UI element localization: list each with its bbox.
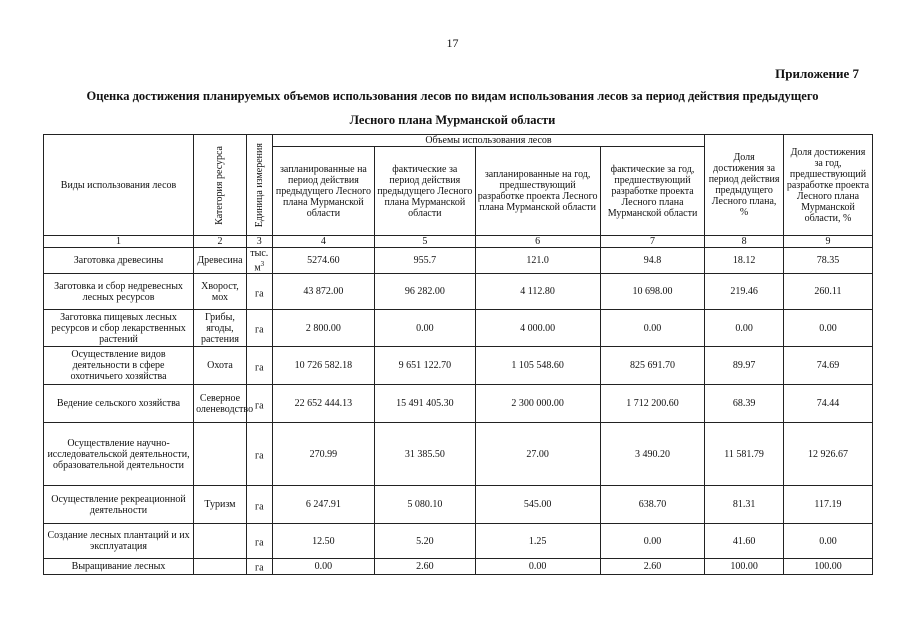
row-share-year: 78.35 — [783, 248, 872, 274]
header-unit: Единица измерения — [246, 135, 272, 236]
unit-text: га — [254, 500, 264, 512]
row-plan-period: 10 726 582.18 — [272, 347, 374, 385]
row-plan-year: 4 000.00 — [475, 310, 600, 347]
row-fact-year: 10 698.00 — [600, 274, 705, 310]
row-resource-category: Древесина — [194, 248, 247, 274]
row-plan-period: 270.99 — [272, 423, 374, 486]
row-share-period: 0.00 — [705, 310, 784, 347]
unit-text: га — [254, 537, 264, 549]
column-number: 9 — [783, 236, 872, 248]
row-plan-year: 0.00 — [475, 559, 600, 574]
column-number: 6 — [475, 236, 600, 248]
table-row — [44, 385, 873, 423]
row-plan-period: 43 872.00 — [272, 274, 374, 310]
row-share-period: 11 581.79 — [705, 423, 784, 486]
column-number: 2 — [194, 236, 247, 248]
unit-text: га — [254, 324, 264, 336]
row-usage-type: Осуществление рекреационной деятельности — [44, 486, 194, 524]
row-share-period: 68.39 — [705, 385, 784, 423]
row-fact-period: 2.60 — [375, 559, 475, 574]
header-plan-year: запланированные на год, предшествующий разработке проекта Лесного плана Мурманской области — [475, 147, 600, 236]
header-plan-period: запланированные на период действия предыдущего Лесного плана Мурманской области — [272, 147, 374, 236]
table-row — [44, 423, 873, 486]
row-resource-category — [194, 524, 247, 559]
row-unit — [246, 559, 272, 574]
row-resource-category — [194, 559, 247, 574]
row-unit — [246, 486, 272, 524]
row-fact-year: 94.8 — [600, 248, 705, 274]
row-fact-period: 9 651 122.70 — [375, 347, 475, 385]
row-plan-period: 0.00 — [272, 559, 374, 574]
row-plan-period: 22 652 444.13 — [272, 385, 374, 423]
unit-text: тыс. м — [250, 248, 269, 274]
row-usage-type: Ведение сельского хозяйства — [44, 385, 194, 423]
page-number: 17 — [446, 36, 459, 50]
row-fact-period: 15 491 405.30 — [375, 385, 475, 423]
row-fact-period: 31 385.50 — [375, 423, 475, 486]
header-share-period: Доля достижения за период действия предыдущего Лесного плана, % — [705, 135, 784, 236]
header-resource-category: Категория ресурса — [194, 135, 247, 236]
column-number: 3 — [246, 236, 272, 248]
column-number: 7 — [600, 236, 705, 248]
header-fact-year: фактические за год, предшествующий разработке проекта Лесного плана Мурманской области — [600, 147, 705, 236]
row-unit — [246, 347, 272, 385]
row-plan-period: 6 247.91 — [272, 486, 374, 524]
row-plan-year: 2 300 000.00 — [475, 385, 600, 423]
row-unit — [246, 274, 272, 310]
row-fact-period: 955.7 — [375, 248, 475, 274]
row-fact-period: 0.00 — [375, 310, 475, 347]
row-plan-period: 12.50 — [272, 524, 374, 559]
row-fact-year: 3 490.20 — [600, 423, 705, 486]
row-resource-category: Грибы, ягоды, растения — [194, 310, 247, 347]
unit-text: га — [254, 399, 264, 411]
table-row — [44, 347, 873, 385]
table-row — [44, 486, 873, 524]
row-resource-category: Северное оленеводство — [194, 385, 247, 423]
row-plan-year: 121.0 — [475, 248, 600, 274]
row-plan-year: 1 105 548.60 — [475, 347, 600, 385]
unit-text: га — [254, 361, 264, 373]
row-usage-type: Выращивание лесных — [44, 559, 194, 574]
column-number: 5 — [375, 236, 475, 248]
row-usage-type: Заготовка и сбор недревесных лесных ресурсов — [44, 274, 194, 310]
row-share-year: 74.44 — [783, 385, 872, 423]
row-unit — [246, 524, 272, 559]
appendix-label: Приложение 7 — [775, 66, 859, 81]
header-usage-type: Виды использования лесов — [44, 135, 194, 236]
row-usage-type: Заготовка пищевых лесных ресурсов и сбор лекарственных растений — [44, 310, 194, 347]
row-share-year: 12 926.67 — [783, 423, 872, 486]
row-unit — [246, 423, 272, 486]
column-number: 1 — [44, 236, 194, 248]
unit-text: га — [254, 287, 264, 299]
row-usage-type: Заготовка древесины — [44, 248, 194, 274]
table-row — [44, 248, 873, 274]
row-usage-type: Осуществление видов деятельности в сфере охотничьего хозяйства — [44, 347, 194, 385]
table-row — [44, 524, 873, 559]
row-fact-year: 1 712 200.60 — [600, 385, 705, 423]
unit-text: га — [254, 562, 264, 574]
row-share-year: 260.11 — [783, 274, 872, 310]
row-unit — [246, 310, 272, 347]
row-plan-year: 4 112.80 — [475, 274, 600, 310]
row-share-period: 18.12 — [705, 248, 784, 274]
document-title-line-1: Оценка достижения планируемых объемов использования лесов по видам использования лесов за период действия предыдущего — [86, 89, 819, 103]
column-number: 4 — [272, 236, 374, 248]
row-share-year: 100.00 — [783, 559, 872, 574]
forest-usage-table — [43, 134, 873, 575]
table-row — [44, 310, 873, 347]
row-fact-year: 825 691.70 — [600, 347, 705, 385]
row-usage-type: Осуществление научно-исследовательской деятельности, образовательной деятельности — [44, 423, 194, 486]
table-row — [44, 559, 873, 574]
table-row — [44, 274, 873, 310]
row-fact-year: 0.00 — [600, 310, 705, 347]
row-fact-year: 0.00 — [600, 524, 705, 559]
row-plan-period: 2 800.00 — [272, 310, 374, 347]
row-share-year: 117.19 — [783, 486, 872, 524]
row-resource-category: Туризм — [194, 486, 247, 524]
unit-text: га — [254, 450, 264, 462]
row-plan-period: 5274.60 — [272, 248, 374, 274]
row-share-year: 0.00 — [783, 524, 872, 559]
row-share-period: 41.60 — [705, 524, 784, 559]
row-resource-category: Охота — [194, 347, 247, 385]
row-fact-year: 638.70 — [600, 486, 705, 524]
row-share-period: 219.46 — [705, 274, 784, 310]
row-plan-year: 545.00 — [475, 486, 600, 524]
header-share-year: Доля достижения за год, предшествующий разработке проекта Лесного плана Мурманской области, % — [783, 135, 872, 236]
document-title-line-2: Лесного плана Мурманской области — [349, 113, 556, 127]
row-share-period: 100.00 — [705, 559, 784, 574]
row-unit — [246, 248, 272, 274]
row-share-period: 89.97 — [705, 347, 784, 385]
row-resource-category: Хворост, мох — [194, 274, 247, 310]
row-plan-year: 27.00 — [475, 423, 600, 486]
column-number: 8 — [705, 236, 784, 248]
row-fact-period: 5.20 — [375, 524, 475, 559]
row-resource-category — [194, 423, 247, 486]
row-usage-type: Создание лесных плантаций и их эксплуатация — [44, 524, 194, 559]
header-fact-period: фактические за период действия предыдущего Лесного плана Мурманской области — [375, 147, 475, 236]
row-fact-period: 96 282.00 — [375, 274, 475, 310]
row-plan-year: 1.25 — [475, 524, 600, 559]
unit-superscript: 3 — [260, 260, 265, 268]
header-volumes-group: Объемы использования лесов — [272, 135, 705, 147]
row-share-period: 81.31 — [705, 486, 784, 524]
row-fact-year: 2.60 — [600, 559, 705, 574]
row-share-year: 0.00 — [783, 310, 872, 347]
row-fact-period: 5 080.10 — [375, 486, 475, 524]
row-share-year: 74.69 — [783, 347, 872, 385]
